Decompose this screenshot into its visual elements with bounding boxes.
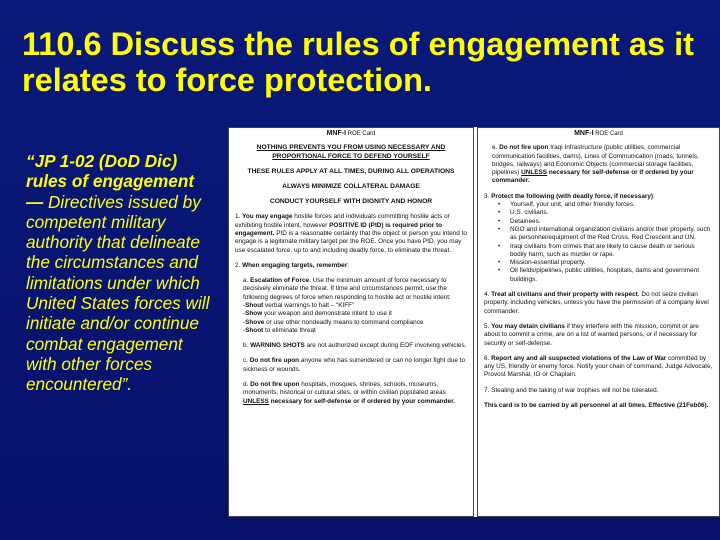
rule-5 — [484, 323, 713, 348]
rule-2a — [243, 277, 467, 335]
rule-4-heading: Treat all civilians and their property with respect — [491, 291, 638, 299]
rule-6-number: 6. — [484, 354, 492, 362]
rule-all-times: THESE RULES APPLY AT ALL TIMES, DURING ALL OPERATIONS — [247, 167, 455, 175]
rule-2e-text: Iraqi Infrastructure (public utilities, commercial communication facilities, dams), Lines of Communication (roads, tunnels, bridges, railways) and Economic Objects (commercial storage facilities, pipelines) — [492, 144, 699, 177]
protect-list — [498, 201, 713, 284]
escalation-step-keyword: Shoot — [245, 326, 264, 334]
rule-5-number: 5. — [484, 322, 492, 330]
rule-2d-text: hospitals, mosques, shrines, schools, museums, monuments, historical or cultural sites, or within civilian populated areas — [243, 381, 446, 397]
card-header-roe: ROE Card — [346, 131, 376, 137]
escalation-step-text: your weapon and demonstrate intent to use it — [262, 310, 392, 318]
rule-5-text: if they interfere with the mission, commit or are about to commit a crime, are on a list of wanted persons, or if necessary for security or self-defense. — [484, 322, 699, 347]
rule-2e-unless: UNLESS — [521, 169, 548, 177]
rule-4-number: 4. — [484, 291, 492, 299]
roe-card-front — [228, 127, 474, 517]
rule-2b-label: b. — [243, 342, 251, 350]
rule-6-heading: Report any and all suspected violations of the Law of War — [491, 354, 667, 362]
rule-minimize-damage: ALWAYS MINIMIZE COLLATERAL DAMAGE — [282, 182, 420, 190]
rule-2e-label: e. — [492, 144, 500, 152]
rule-2d — [243, 381, 467, 406]
rule-2a-label: a. — [243, 277, 251, 285]
rule-2b — [243, 342, 467, 350]
escalation-step: -Shout verbal warnings to halt – “KIFF” — [243, 301, 355, 309]
escalation-step-keyword: Show — [245, 310, 263, 318]
rule-1-number: 1. — [235, 213, 243, 221]
rule-4 — [484, 291, 713, 316]
rule-3-heading: Protect the following (with deadly force, if necessary) — [491, 192, 654, 200]
rule-2a-heading: Escalation of Force — [250, 277, 310, 285]
card-header-roe: ROE Card — [593, 131, 623, 137]
rule-3-number: 3. — [484, 192, 492, 200]
definition-text: Directives issued by competent military authority that delineate the circumstances and limitations under which United States forces will initiate and/or continue combat engagement with other forces encountered”. — [26, 191, 210, 395]
rule-2e-tail: necessary for self-defense or if ordered by your commander. — [492, 169, 694, 185]
rule-2 — [235, 262, 467, 270]
rule-2c — [243, 357, 467, 374]
rule-1 — [235, 213, 467, 254]
rule-4-text: . Do not seize civilian property, including vehicles, unless you have the permission of a company level commander. — [484, 291, 709, 315]
escalation-step-text: or use other nondeadly means to command compliance — [264, 318, 424, 326]
escalation-step: -Show your weapon and demonstrate intent to use it — [243, 310, 392, 318]
rule-1-heading: You may engage — [242, 213, 293, 221]
escalation-step-text: verbal warnings to halt – “KIFF” — [263, 301, 355, 309]
card-header — [484, 130, 713, 138]
rule-2d-unless: UNLESS — [243, 397, 269, 405]
protect-item: • Mission-essential property. — [498, 259, 713, 267]
rule-2b-heading: WARNING SHOTS — [250, 342, 305, 350]
protect-item: • Detainees. — [498, 218, 713, 226]
escalation-step: -Shoot to eliminate threat — [243, 326, 316, 334]
rule-2c-label: c. — [243, 357, 250, 365]
card-header — [235, 130, 467, 138]
rule-6 — [484, 355, 713, 380]
rule-7: 7. Stealing and the taking of war trophies will not be tolerated. — [484, 386, 659, 394]
protect-item: • NGO and international organization civilians and/or their property, such as personnel/equipment of the Red Cross, Red Crescent and UN. — [498, 226, 713, 243]
escalation-step-text: to eliminate threat — [263, 326, 316, 334]
rule-1-pid: POSITIVE ID (PID) is required prior to engagement. — [235, 221, 443, 237]
rule-1-text: hostile forces and individuals committing hostile acts or exhibiting hostile intent, however — [235, 213, 450, 229]
definition-term: “JP 1-02 (DoD Dic) rules of engagement — — [26, 151, 195, 212]
rule-2c-heading: Do not fire upon — [249, 357, 300, 365]
rule-dignity-honor: CONDUCT YOURSELF WITH DIGNITY AND HONOR — [269, 198, 433, 206]
escalation-step: -Shove or use other nondeadly means to command compliance — [243, 318, 424, 326]
rule-2-colon: : — [347, 261, 350, 269]
card-footer: This card is to be carried by all personnel at all times. Effective (21Feb06). — [484, 402, 709, 410]
escalation-step-keyword: Shove — [245, 318, 265, 326]
rule-2-number: 2. — [235, 261, 243, 269]
slide-title: 110.6 Discuss the rules of engagement as it relates to force protection. — [22, 26, 694, 98]
rule-2a-text: . Use the minimum amount of force necessary to decisively eliminate the threat. If time and circumstances permit, use the following degrees of force when responding to hostile act or hostile intent: — [243, 277, 451, 301]
rule-nothing-prevents: NOTHING PREVENTS YOU FROM USING NECESSARY AND PROPORTIONAL FORCE TO DEFEND YOURSELF — [256, 144, 446, 160]
rule-2b-text: are not authorized except during EOF involving vehicles. — [304, 342, 467, 350]
rule-3 — [484, 193, 713, 284]
rule-2d-label: d. — [243, 381, 251, 389]
protect-item: • Oil fields/pipelines, public utilities, hospitals, dams and government buildings. — [498, 267, 713, 284]
rule-6-text: committed by any US, friendly or enemy force. Notify your chain of command, Judge Advocate, Provost Marshal, IG or Chaplain. — [484, 354, 713, 379]
protect-item: • U.S. civilians. — [498, 209, 713, 217]
protect-item: • Iraqi civilians from crimes that are likely to cause death or serious bodily harm, such as murder or rape. — [498, 243, 713, 260]
definition-quote — [26, 151, 216, 395]
rule-1-text-2: PID is a reasonable certainty that the object or person you intend to engage is a legitimate military target per the ROE. Once you have PID, you may use escalated force, up to and including deadly force, to eliminate the threat. — [235, 229, 467, 254]
rule-2e-heading: Do not fire upon — [499, 144, 549, 152]
rule-2d-heading: Do not fire upon — [250, 381, 300, 389]
rule-2d-tail: necessary for self-defense or if ordered by your commander. — [268, 397, 456, 405]
roe-card-image — [228, 127, 720, 517]
rule-2-heading: When engaging targets, remember — [242, 261, 348, 269]
card-header-mnf: MNF-I — [574, 130, 594, 137]
escalation-step-keyword: Shout — [245, 301, 264, 309]
card-header-mnf: MNF-I — [326, 130, 347, 137]
rule-5-heading: You may detain civilians — [491, 322, 565, 330]
roe-card-back — [477, 127, 720, 517]
protect-item: • Yourself, your unit, and other friendly forces. — [498, 201, 713, 209]
rule-2c-text: anyone who has surrendered or can no longer fight due to sickness or wounds. — [243, 357, 466, 373]
rule-2e — [492, 144, 713, 185]
rule-3-colon: : — [653, 192, 655, 200]
